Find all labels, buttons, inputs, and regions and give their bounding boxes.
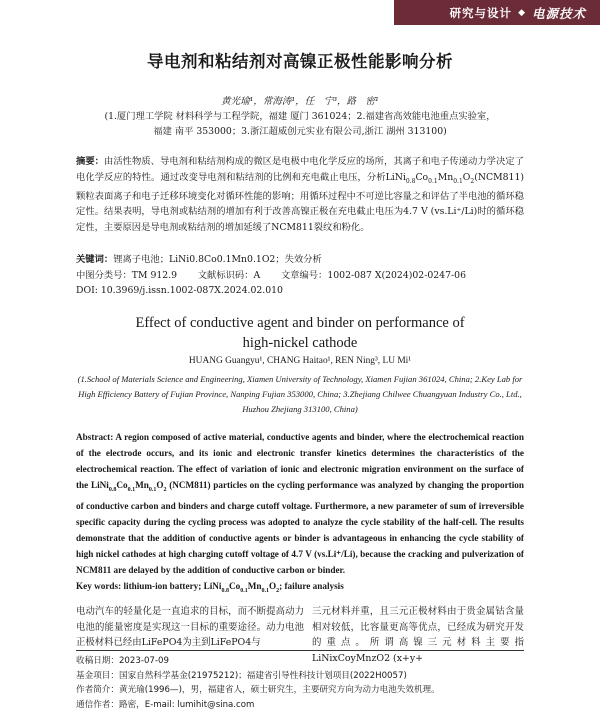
footnote-divider — [76, 650, 524, 651]
english-keywords-part-1: lithium-ion battery; LiNi — [123, 580, 222, 591]
chinese-abstract-part-2: (NCM811)颗粒表面离子和电子迁移环境变化对循环性能的影响；用循环过程中不可逆比容量之和评估了半电池的循环稳定性。结果表明，导电剂或粘结剂的增加有利于改善高镍正极在充电截止电压为4.7 V (vs.Li⁺/Li)时的循环稳定性，主要原因是导电剂或粘结剂的增加延缓了NCM811裂纹和粉化。 — [76, 171, 524, 233]
english-keywords-label: Key words: — [76, 580, 122, 591]
document-code: 文献标识码：A — [197, 269, 261, 281]
article-number: 文章编号：1002-087 X(2024)02-0247-06 — [280, 269, 466, 281]
corresponding-author: 通信作者：路密，E-mail: lumihit@sina.com — [76, 699, 255, 710]
english-title — [0, 313, 600, 353]
author-bio: 作者简介：黄光瑜(1996—)，男，福建省人，硕士研究生，主要研究方向为动力电池失效机理。 — [76, 685, 440, 695]
chinese-abstract: 摘要：由活性物质、导电剂和粘结剂构成的微区是电极中电化学反应的场所，其离子和电子传递动力学决定了电化学反应的特性。通过改变导电剂和粘结剂的比例和充电截止电压，分析$LiNi_{0.8}Co_{0.1}Mn_{0.1}O_2(NCM811)$颗粒表面离子和电子迁移环境变化对循环性能的影响；用循环过程中不可逆比容量之和评估了半电池的循环稳定性。结果表明，导电剂或粘结剂的增加有利于改善高镍正极在充电截止电压为4.7 V (vs.Li⁺/Li)时的循环稳定性，主要原因是导电剂或粘结剂的增加延缓了NCM811裂纹和粉化。 — [76, 156, 524, 233]
english-title-line-2: high-nickel cathode — [242, 335, 358, 351]
fund-project: 基金项目：国家自然科学基金(21975212)；福建省引导性科技计划项目(2022H0057) — [76, 670, 407, 681]
chinese-authors: 黄光瑜¹，常海涛¹，任 宁³，路 密¹ — [221, 96, 379, 107]
chinese-affiliation-line-1: (1.厦门理工学院 材料科学与工程学院，福建 厦门 361024；2.福建省高效能电池重点实验室， — [104, 111, 496, 122]
english-abstract-part-1: A region composed of active material, conductive agents and binder, where the electrochemical reaction of the electrode occurs, and its ionic and electronic transfer kinetics determines the characteristics of the electrochemical reaction. The effect of variation of ionic and electronic migration environment on the surface of the LiNi — [76, 432, 524, 490]
body-text-left-column: 电动汽车的轻量化是一直追求的目标，而不断提高动力电池的能量密度是实现这一目标的重要途径。动力电池正极材料已经由LiFePO4为主到LiFePO4与 — [76, 606, 304, 648]
english-abstract: Abstract: A region composed of active material, conductive agents and binder, where the electrochemical reaction of the electrode occurs, and its ionic and electronic transfer kinetics determines the characteristics of the electrochemical reaction. The effect of variation of ionic and electronic migration environment on the surface of the $LiNi_{0.8}Co_{0.1}Mn_{0.1}O_2$ (NCM811) particles on the cycling performance was analyzed by changing the proportion of conductive carbon and binders and charge cutoff voltage. Furthermore, a new parameter of sum of irreversible specific capacity during the cycling process was adopted to analyze the cycle stability of the half-cell. The results demonstrate that the addition of conductive agents or binder is advantageous in enhancing the cycle stability of high nickel cathodes at high charging cutoff voltage of 4.7 V (vs.Li⁺/Li), because the cracking and pulverization of NCM811 are delayed by the addition of conductive carbon or binder. Key words: lithium-ion battery; $LiNi_{0.8}Co_{0.1}Mn_{0.1}O_2$; failure analysis — [76, 432, 524, 594]
chinese-title: 导电剂和粘结剂对高镍正极性能影响分析 — [147, 52, 453, 71]
doi: DOI: 10.3969/j.issn.1002-087X.2024.02.010 — [76, 285, 283, 296]
chinese-abstract-part-1: 由活性物质、导电剂和粘结剂构成的微区是电极中电化学反应的场所，其离子和电子传递动力学决定了电化学反应的特性。通过改变导电剂和粘结剂的比例和充电截止电压，分析LiNi — [76, 156, 524, 183]
chinese-metadata — [76, 252, 524, 299]
english-title-line-1: Effect of conductive agent and binder on performance of — [135, 315, 465, 331]
english-keywords-part-2: ; failure analysis — [279, 580, 344, 591]
english-abstract-part-2: (NCM811) particles on the cycling performance was analyzed by changing the proportion of conductive carbon and binders and charge cutoff voltage. Furthermore, a new parameter of sum of irreversible specific capacity during the cycling process was adopted to analyze the cycle stability of the half-cell. The results demonstrate that the addition of conductive agents or binder is advantageous in enhancing the cycle stability of high nickel cathodes at high charging cutoff voltage of 4.7 V (vs.Li⁺/Li), because the cracking and pulverization of NCM811 are delayed by the addition of conductive carbon or binder. — [76, 480, 524, 575]
received-date: 收稿日期：2023-07-09 — [76, 656, 169, 666]
chinese-keywords: 锂离子电池；LiNi0.8Co0.1Mn0.1O2；失效分析 — [113, 254, 322, 265]
body-text-right-column: 三元材料并重，且三元正极材料由于贵金属钴含量相对较低，比容量更高等优点，已经成为研究开发的重点。所谓高镍三元材料主要指LiNixCoyMnzO2 (x+y+ — [312, 606, 524, 664]
journal-header-banner — [394, 0, 600, 25]
footnotes — [76, 654, 524, 712]
clc-number: 中图分类号：TM 912.9 — [76, 269, 178, 281]
english-authors: HUANG Guangyu¹, CHANG Haitao¹, REN Ning³, LU Mi¹ — [188, 356, 412, 366]
section-label: 研究与设计 — [449, 5, 513, 20]
chinese-affiliation-line-2: 福建 南平 353000；3.浙江超威创元实业有限公司,浙江 湖州 313100) — [153, 126, 447, 137]
english-affiliations: (1.School of Materials Science and Engineering, Xiamen University of Technology, Xiamen Fujian 361024, China; 2.Key Lab for High Efficiency Battery of Fujian Province, Nanping Fujian 353000, China; 3.Zhejiang Chilwee Chuangyuan Industry Co., Ltd., Huzhou Zhejiang 313100, China) — [77, 374, 523, 414]
chinese-affiliations — [0, 109, 600, 139]
chinese-keywords-label: 关键词： — [76, 254, 114, 265]
english-abstract-label: Abstract: — [76, 432, 114, 442]
chinese-abstract-label: 摘要： — [76, 156, 105, 167]
separator-diamond-icon: ◆ — [518, 7, 526, 18]
journal-brand: 电源技术 — [531, 5, 586, 21]
